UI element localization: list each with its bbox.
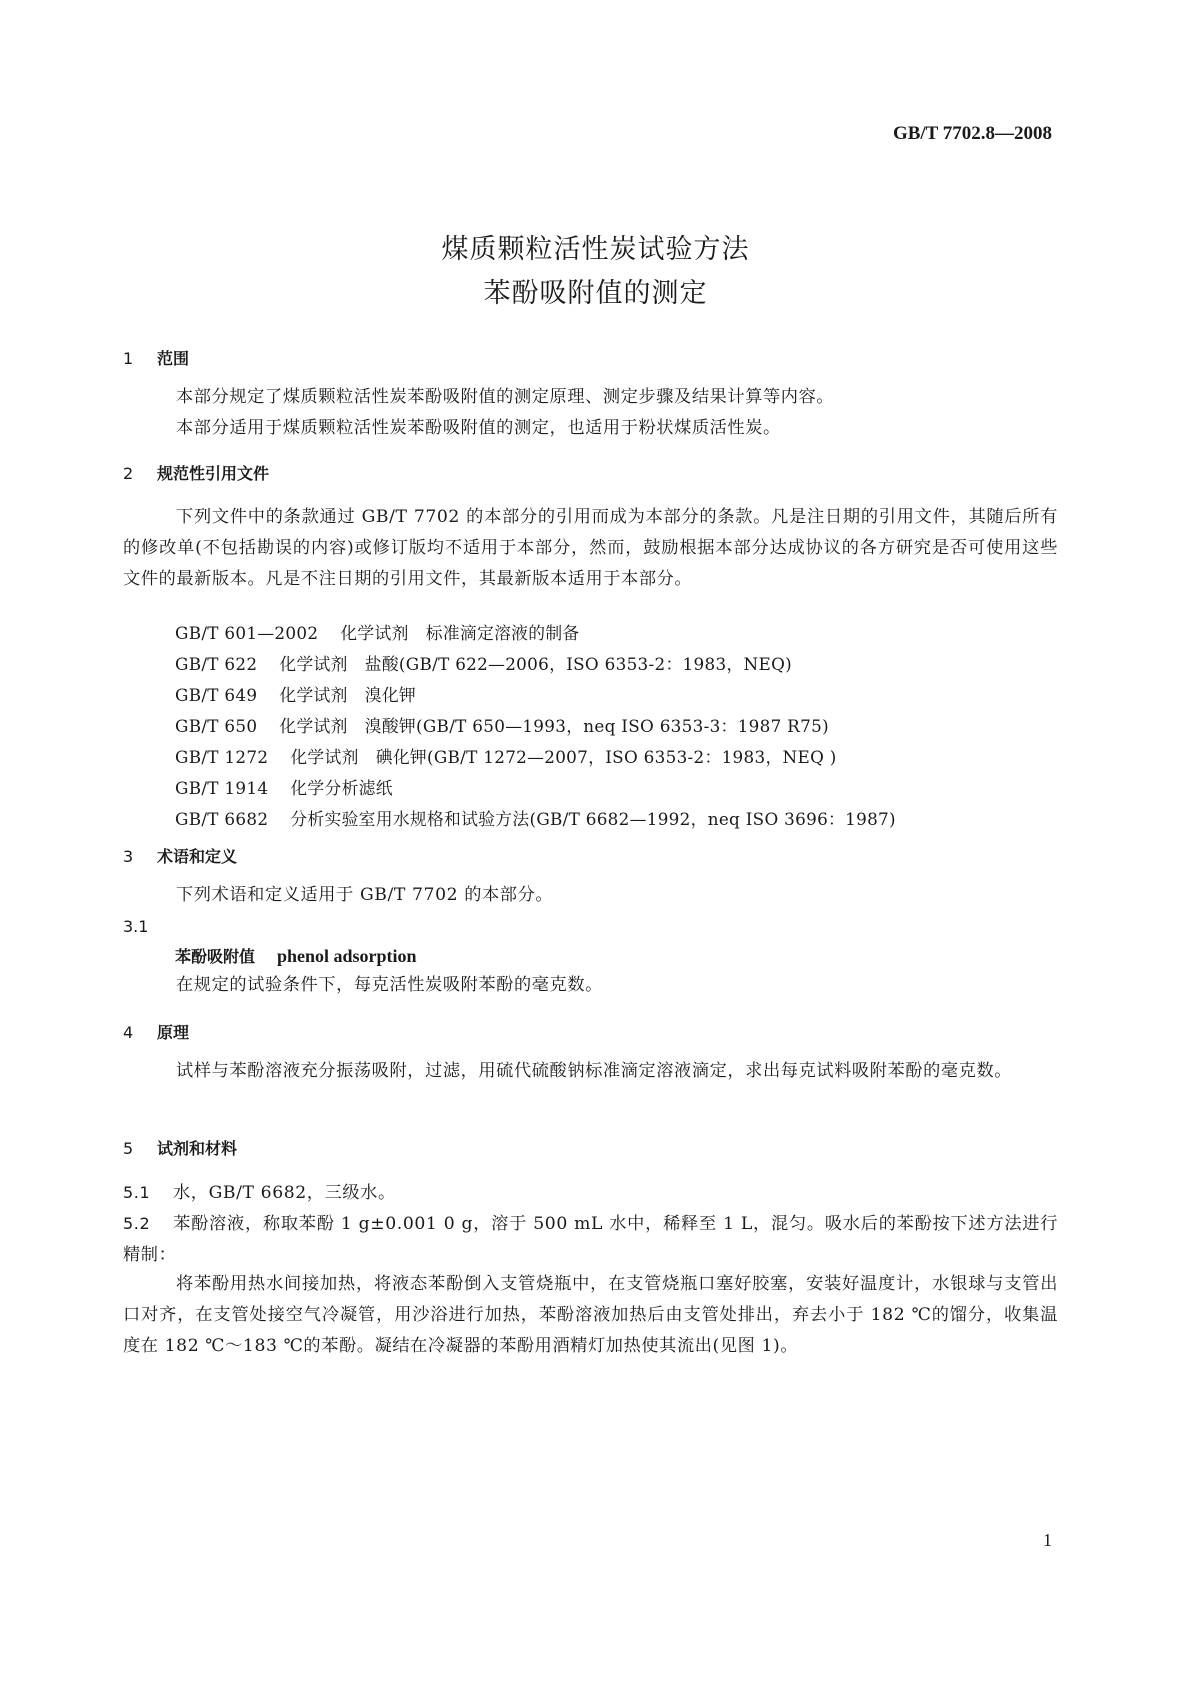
section-5-heading: 5 试剂和材料 [123,1139,238,1158]
section-4-paragraph: 试样与苯酚溶液充分振荡吸附，过滤，用硫代硫酸钠标准滴定溶液滴定，求出每克试料吸附苯酚的毫克数。 [176,1061,1013,1081]
section-3-heading: 3 术语和定义 [123,847,238,866]
standard-code: GB/T 7702.8—2008 [892,123,1052,144]
title-line-2: 苯酚吸附值的测定 [483,278,708,309]
clause-number: 3.1 [123,917,149,936]
reference-item: GB/T 649 化学试剂 溴化钾 [175,685,417,705]
section-3-intro: 下列术语和定义适用于 GB/T 7702 的本部分。 [176,885,554,905]
section-4-heading: 4 原理 [123,1023,190,1042]
reference-item: GB/T 6682 分析实验室用水规格和试验方法(GB/T 6682—1992，neq ISO 3696：1987) [175,809,896,829]
reference-item: GB/T 601—2002 化学试剂 标准滴定溶液的制备 [175,623,580,643]
reference-item: GB/T 650 化学试剂 溴酸钾(GB/T 650—1993，neq ISO 6353-3：1987 R75) [175,716,829,736]
section-1-heading: 1 范围 [123,349,190,368]
reference-item: GB/T 1914 化学分析滤纸 [175,778,393,798]
term-entry [175,944,1055,967]
refinement-procedure: 将苯酚用热水间接加热，将液态苯酚倒入支管烧瓶中，在支管烧瓶口塞好胶塞，安装好温度计，水银球与支管出口对齐，在支管处接空气冷凝管，用沙浴进行加热，苯酚溶液加热后由支管处排出，弃去小于 182 ℃的馏分，收集温度在 182 ℃～183 ℃的苯酚。凝结在冷凝器的苯酚用酒精灯加热使其流出(见图 1)。 [123,1274,1058,1356]
clause-5-2: 5.2 苯酚溶液，称取苯酚 1 g±0.001 0 g，溶于 500 mL 水中，稀释至 1 L，混匀。吸水后的苯酚按下述方法进行精制： [123,1214,1058,1265]
reference-item: GB/T 622 化学试剂 盐酸(GB/T 622—2006，ISO 6353-2：1983，NEQ) [175,654,792,674]
section-1-paragraph-1: 本部分规定了煤质颗粒活性炭苯酚吸附值的测定原理、测定步骤及结果计算等内容。 [176,387,835,407]
section-2-intro: 下列文件中的条款通过 GB/T 7702 的本部分的引用而成为本部分的条款。凡是注日期的引用文件，其随后所有的修改单(不包括勘误的内容)或修订版均不适用于本部分，然而，鼓励根据本部分达成协议的各方研究是否可使用这些文件的最新版本。凡是不注日期的引用文件，其最新版本适用于本部分。 [123,507,1058,589]
reference-item: GB/T 1272 化学试剂 碘化钾(GB/T 1272—2007，ISO 6353-2：1983，NEQ ) [175,747,837,767]
page-number: 1 [1043,1530,1052,1550]
section-1-paragraph-2: 本部分适用于煤质颗粒活性炭苯酚吸附值的测定，也适用于粉状煤质活性炭。 [176,418,781,438]
term-definition: 在规定的试验条件下，每克活性炭吸附苯酚的毫克数。 [176,975,603,995]
clause-5-1: 5.1 水，GB/T 6682，三级水。 [123,1183,396,1203]
title-line-1: 煤质颗粒活性炭试验方法 [441,234,750,265]
term-english: phenol adsorption [277,946,417,966]
document-title [0,228,1191,316]
term-chinese: 苯酚吸附值 [175,947,256,966]
section-2-heading: 2 规范性引用文件 [123,464,270,483]
